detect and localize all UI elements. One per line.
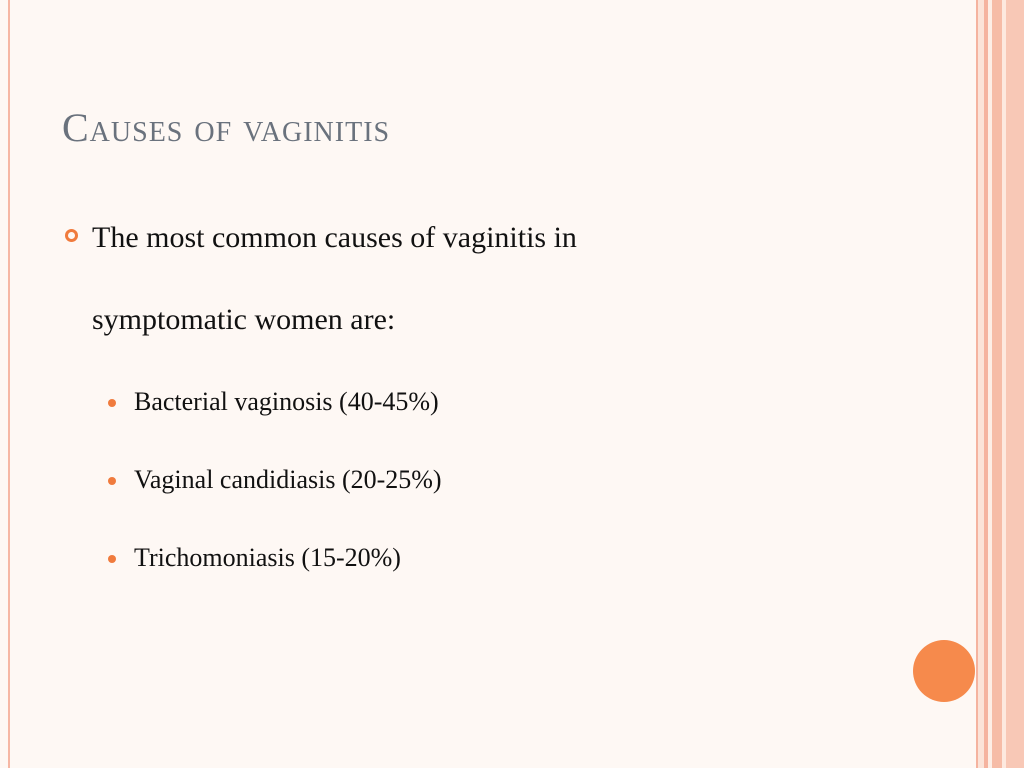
dot-bullet-icon (108, 477, 116, 485)
bullet-level-1 (62, 197, 942, 361)
stripe (992, 0, 1002, 768)
slide-body (62, 212, 942, 597)
bullet-text-line-1: The most common causes of vaginitis in (92, 221, 577, 254)
sub-bullet-text: Vaginal candidiasis (20-25%) (134, 465, 442, 494)
dot-bullet-icon (108, 399, 116, 407)
bullet-text-line-2: symptomatic women are: (92, 303, 396, 336)
decorative-circle (913, 640, 975, 702)
sub-bullet-text: Bacterial vaginosis (40-45%) (134, 387, 439, 416)
sub-bullet-item (62, 519, 942, 597)
sub-bullet-list (62, 363, 942, 597)
ring-bullet-icon (65, 229, 78, 242)
dot-bullet-icon (108, 555, 116, 563)
sub-bullet-text: Trichomoniasis (15-20%) (134, 543, 401, 572)
slide-title: Causes of vaginitis (62, 105, 391, 150)
stripe (1006, 0, 1024, 768)
sub-bullet-item (62, 363, 942, 441)
left-border-line (8, 0, 10, 768)
sub-bullet-item (62, 441, 942, 519)
